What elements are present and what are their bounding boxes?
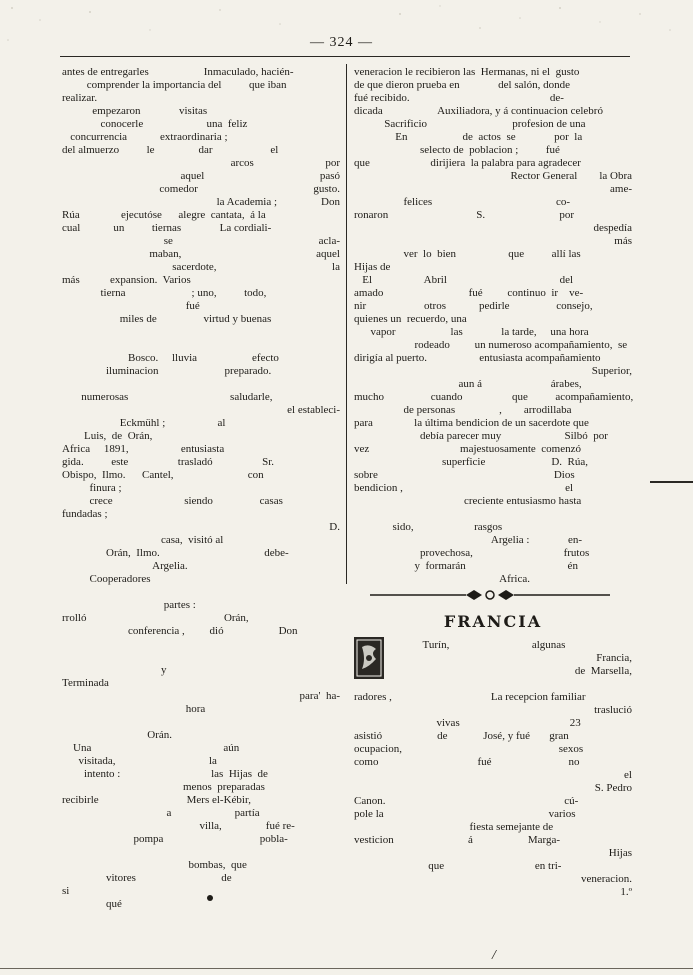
text-line: vivas 23 [354, 717, 581, 729]
text-line: aun á árabes, [354, 378, 582, 390]
text-line: Orán, Ilmo. debe- [62, 547, 289, 559]
ornamental-divider [370, 588, 610, 602]
text-line: nir otros pedirle consejo, [354, 300, 593, 312]
text-line: si [62, 885, 70, 897]
text-line: S. Pedro [429, 782, 632, 794]
text-line: bombas, que [62, 859, 247, 871]
text-line: fué [62, 300, 200, 312]
text-line: debía parecer muy Silbó por [354, 430, 608, 442]
text-line: veneracion le recibieron las Hermanas, ni el gusto [354, 66, 580, 78]
text-line: dicada Auxiliadora, y á continuacion celebró [354, 105, 603, 117]
text-line: En de actos se por la [354, 131, 583, 143]
text-line: empezaron visitas [62, 105, 208, 117]
text-line: 1.º [425, 886, 632, 898]
text-line: para la última bendicion de un sacerdote que [354, 417, 589, 429]
text-line: Rector General la Obra [414, 170, 632, 182]
text-line: villa, fué re- [62, 820, 295, 832]
text-line: que en tri- [354, 860, 562, 872]
text-line: Luis, de Orán, [62, 430, 153, 442]
text-line: Francia, [423, 652, 632, 664]
text-line: sobre Dios [354, 469, 575, 481]
text-line: Superior, [421, 365, 632, 377]
text-line: la Academia ; Don [134, 196, 340, 208]
text-line: Una aún [62, 742, 240, 754]
text-line: veneracion. [410, 873, 632, 885]
page-bottom-edge [0, 968, 693, 969]
text-line: Africa. [354, 573, 530, 585]
text-line: conferencia , dió Don [62, 625, 298, 637]
text-line: el [412, 769, 632, 781]
text-line: rodeado un numeroso acompañamiento, se [354, 339, 628, 351]
text-line: de personas , arrodillaba [354, 404, 572, 416]
text-line: hora [62, 703, 206, 715]
text-line: se acla- [152, 235, 340, 247]
text-line: vesticion á Marga- [354, 834, 561, 846]
text-line: que dirijiera la palabra para agradecer [354, 157, 581, 169]
text-line: traslució [415, 704, 632, 716]
text-line: amado fué continuo ir ve- [354, 287, 584, 299]
text-line: asistió de José, y fué gran [354, 730, 569, 742]
text-line: miles de virtud y buenas [62, 313, 272, 325]
text-line: despedía [423, 222, 632, 234]
pencil-mark: / [492, 948, 496, 963]
text-line: superficie D. Rúa, [354, 456, 589, 468]
text-line: vapor las la tarde, una hora [354, 326, 589, 338]
text-line: D. [158, 521, 340, 533]
text-line: iluminacion preparado. [62, 365, 272, 377]
text-line: de que dieron prueba en del salón, donde [354, 79, 570, 91]
text-line: ver lo bien que allí las [354, 248, 581, 260]
margin-tick-mark [650, 481, 693, 483]
text-line: fué recibido. de- [354, 92, 564, 104]
text-line: numerosas saludarle, [62, 391, 273, 403]
text-line: dirigía al puerto. entusiasta acompañamiento [354, 352, 601, 364]
text-line: fiesta semejante de [354, 821, 554, 833]
text-line: Sacrificio profesion de una [354, 118, 586, 130]
text-line: ronaron S. por [354, 209, 574, 221]
text-line: pompa pobla- [62, 833, 288, 845]
text-line: menos preparadas [62, 781, 265, 793]
text-line: Turín, algunas [354, 639, 566, 651]
text-line: tierna ; uno, todo, [62, 287, 267, 299]
text-line: Bosco. lluvia efecto [62, 352, 279, 364]
text-line: y formarán én [354, 560, 578, 572]
text-line: felices co- [354, 196, 570, 208]
text-line: de Marsella, [437, 665, 632, 677]
text-line: provechosa, frutos [354, 547, 590, 559]
ink-dot [207, 895, 213, 901]
text-line: Terminada [62, 677, 109, 689]
text-line: para' ha- [137, 690, 340, 702]
text-line: conocerle una feliz [62, 118, 248, 130]
text-line: radores , La recepcion familiar [354, 691, 586, 703]
text-line: aquel pasó [139, 170, 340, 182]
text-line: antes de entregarles Inmaculado, hacién- [62, 66, 294, 78]
text-line: a partía [62, 807, 260, 819]
text-line: Obispo, Ilmo. Cantel, con [62, 469, 264, 481]
text-line: Hijas [424, 847, 632, 859]
text-line: del almuerzo le dar el [62, 144, 279, 156]
text-line: Canon. cú- [354, 795, 579, 807]
text-line: ame- [414, 183, 632, 195]
column-divider [346, 64, 347, 584]
text-line: sacerdote, la [142, 261, 340, 273]
text-line: casa, visitó al [62, 534, 224, 546]
text-line: visitada, la [62, 755, 217, 767]
section-title: FRANCIA [443, 612, 543, 631]
text-line: Orán. [62, 729, 172, 741]
text-line: Hijas de [354, 261, 391, 273]
paper-speckle [0, 0, 693, 60]
text-line: qué [62, 898, 122, 910]
text-line: pole la varios [354, 808, 576, 820]
text-line: quienes un recuerdo, una [354, 313, 467, 325]
text-line: comedor gusto. [129, 183, 340, 195]
text-line: mucho cuando que acompañamiento, [354, 391, 634, 403]
text-line: Cooperadores [62, 573, 151, 585]
text-line: finura ; [62, 482, 122, 494]
header-rule [60, 56, 630, 57]
text-line: fundadas ; [62, 508, 108, 520]
text-line: ocupacion, sexos [354, 743, 584, 755]
text-line: bendicion , el [354, 482, 574, 494]
text-line: concurrencia extraordinaria ; [62, 131, 228, 143]
text-line: cual un tiernas La cordiali- [62, 222, 272, 234]
text-line: arcos por [142, 157, 340, 169]
text-line: gida. este trasladó Sr. [62, 456, 275, 468]
text-line: Africa 1891, entusiasta [62, 443, 225, 455]
text-line: más [438, 235, 632, 247]
page-number: — 324 — [310, 35, 373, 50]
text-line: creciente entusiasmo hasta [354, 495, 582, 507]
text-line: selecto de poblacion ; fué [354, 144, 560, 156]
text-line: el estableci- [149, 404, 340, 416]
text-line: El Abril del [354, 274, 574, 286]
text-line: recibirle Mers el-Kébir, [62, 794, 251, 806]
text-line: Eckmühl ; al [62, 417, 226, 429]
text-line: sido, rasgos [354, 521, 503, 533]
text-line: Rúa ejecutóse alegre cantata, á la [62, 209, 266, 221]
text-line: crece siendo casas [62, 495, 283, 507]
text-line: partes : [62, 599, 196, 611]
text-line: intento : las Hijas de [62, 768, 268, 780]
text-line: vez majestuosamente comenzó [354, 443, 581, 455]
text-line: rrolló Orán, [62, 612, 249, 624]
text-line: maban, aquel [149, 248, 340, 260]
text-line: Argelia : en- [354, 534, 583, 546]
text-line: y [62, 664, 167, 676]
text-line: más expansion. Varios [62, 274, 191, 286]
text-line: Argelia. [62, 560, 188, 572]
text-line: comprender la importancia del que iban [62, 79, 287, 91]
text-line: vitores de [62, 872, 232, 884]
text-line: como fué no [354, 756, 580, 768]
text-line: realizar. [62, 92, 98, 104]
